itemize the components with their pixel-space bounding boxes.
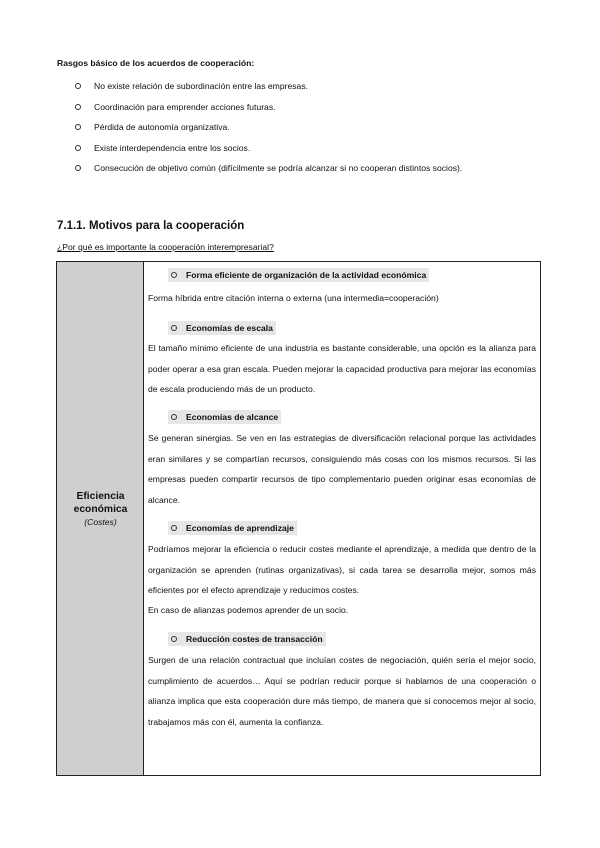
- list-item-text: Consecución de objetivo común (difícilmente se podría alcanzar si no cooperan distintos socios).: [94, 163, 463, 173]
- list-item-text: Existe interdependencia entre los socios.: [94, 142, 251, 153]
- category-title: Eficiencia económica: [73, 491, 128, 515]
- subheading-learning: [168, 521, 297, 535]
- bullet-circle-icon: [171, 325, 177, 331]
- section-question: ¿Por qué es importante la cooperación interempresarial?: [57, 242, 274, 252]
- intro-title: Rasgos básico de los acuerdos de cooperación:: [57, 58, 255, 68]
- paragraph-learning-extra: En caso de alianzas podemos aprender de un socio.: [148, 605, 349, 615]
- list-item-text: No existe relación de subordinación entre las empresas.: [94, 81, 309, 91]
- list-item-text: Coordinación para emprender acciones futuras.: [94, 101, 276, 112]
- bullet-circle-icon: [75, 83, 81, 89]
- intro-bullet-list: [75, 76, 462, 179]
- subheading-text: Reducción costes de transacción: [186, 634, 323, 644]
- subheading-text: Economías de alcance: [186, 412, 279, 422]
- category-subtitle: (Costes): [84, 517, 117, 527]
- list-item: [75, 97, 462, 118]
- bullet-circle-icon: [75, 145, 81, 151]
- bullet-circle-icon: [75, 124, 81, 130]
- paragraph-transaction: Surgen de una relación contractual que incluían costes de negociación, quién sería el mejor socio, cumplimiento de acuerdos… Aquí se podrían reducir porque si hablamos de una cooperación o alianza implica que esta cooperación dure más tiempo, de manera que si conocemos mejor al socio, trabajamos más con él, aumenta la confianza.: [148, 655, 536, 727]
- subheading-text: Forma eficiente de organización de la actividad económica: [186, 270, 427, 280]
- paragraph-scale: El tamaño mínimo eficiente de una industria es bastante considerable, una opción es la alianza para poder operar a esa gran escala. Pueden mejorar la capacidad productiva para mejorar las economías de escala produciendo más de un producto.: [148, 343, 536, 394]
- category-label: [57, 490, 144, 529]
- bullet-circle-icon: [171, 414, 177, 420]
- paragraph-scope: Se generan sinergias. Se ven en las estrategias de diversificación relacional porque las actividades eran similares y se compartían recursos, consiguiendo más cosas con los mismos recursos. Si las empresas pueden compartir recursos de tipo complementario pueden originar esas economías de alcance.: [148, 433, 536, 505]
- category-cell: [57, 262, 144, 775]
- subheading-organization: [168, 268, 429, 282]
- bullet-circle-icon: [171, 636, 177, 642]
- motives-table: [56, 261, 541, 776]
- list-item: [75, 138, 462, 159]
- subheading-text: Economías de aprendizaje: [186, 523, 294, 533]
- bullet-circle-icon: [75, 104, 81, 110]
- subheading-text: Economías de escala: [186, 323, 273, 333]
- subheading-scope: [168, 410, 281, 424]
- subheading-scale: [168, 321, 276, 335]
- bullet-circle-icon: [171, 525, 177, 531]
- bullet-circle-icon: [171, 272, 177, 278]
- paragraph-learning: Podríamos mejorar la eficiencia o reducir costes mediante el aprendizaje, a medida que dentro de la organización se aprenden (rutinas organizativas), si cada tarea se desarrolla mejor, somos más eficientes por el efecto aprendizaje y reducimos costes.: [148, 544, 536, 595]
- paragraph-organization: Forma híbrida entre citación interna o externa (una intermedia=cooperación): [148, 293, 439, 303]
- subheading-transaction: [168, 632, 326, 646]
- list-item: [75, 117, 462, 138]
- section-title: 7.1.1. Motivos para la cooperación: [57, 220, 245, 232]
- list-item: [75, 158, 462, 179]
- list-item-text: Pérdida de autonomía organizativa.: [94, 122, 230, 132]
- list-item: [75, 76, 462, 97]
- bullet-circle-icon: [75, 165, 81, 171]
